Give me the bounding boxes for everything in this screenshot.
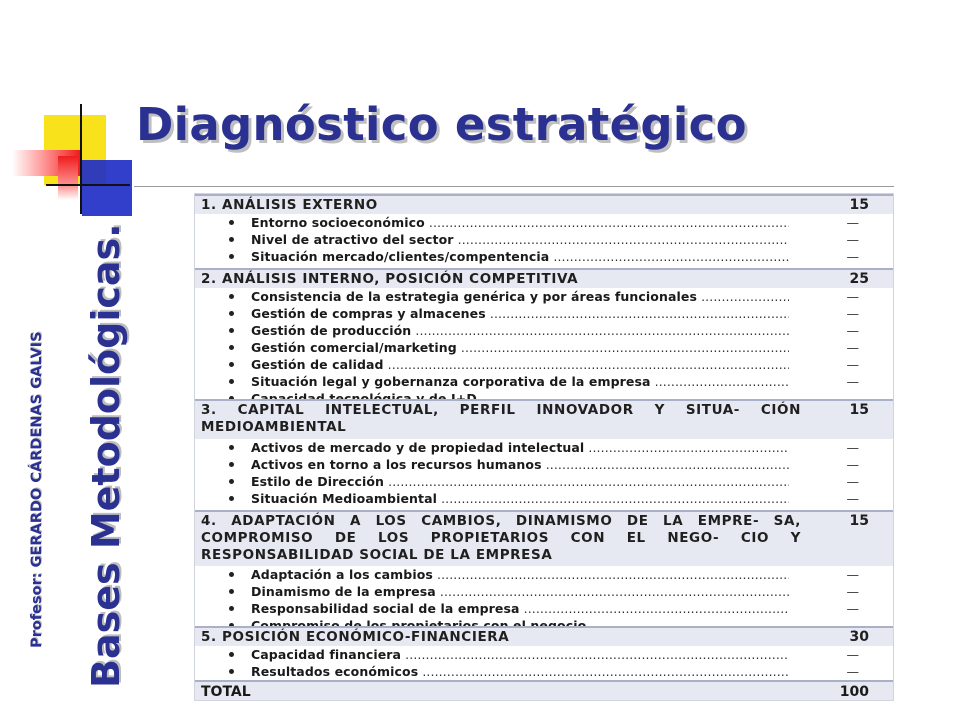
side-title: Bases Metodológicas. [84, 223, 128, 688]
title-underline-rule [134, 186, 894, 187]
item-value: — [846, 440, 859, 455]
total-row [195, 680, 893, 700]
item-label: Activos de mercado y de propiedad intelectual ..... [251, 439, 789, 456]
bullet-icon [229, 462, 234, 467]
section-header-3 [195, 399, 893, 439]
bullet-icon [229, 345, 234, 350]
section-heading: 3. CAPITAL INTELECTUAL, PERFIL INNOVADOR Y SITUA- CIÓN MEDIOAMBIENTAL [201, 402, 801, 435]
bullet-icon [229, 496, 234, 501]
item-label: Situación Medioambiental ..... [251, 490, 789, 507]
item-value: — [846, 249, 859, 264]
list-item [195, 456, 893, 473]
total-points: 100 [839, 684, 869, 700]
item-label: Capacidad financiera ..... [251, 646, 789, 663]
bullet-icon [229, 572, 234, 577]
section-points: 30 [849, 629, 869, 645]
total-label: TOTAL [201, 684, 251, 700]
decorative-blue-square [82, 160, 132, 216]
item-value: — [846, 289, 859, 304]
list-item [195, 646, 893, 663]
section-heading: 1. ANÁLISIS EXTERNO [201, 197, 378, 213]
item-value: — [846, 306, 859, 321]
list-item [195, 566, 893, 583]
bullet-icon [229, 606, 234, 611]
section-heading: 4. ADAPTACIÓN A LOS CAMBIOS, DINAMISMO DE LA EMPRE- SA, COMPROMISO DE LOS PROPIETARIOS CON EL NEGO- CIO Y RESPONSABILIDAD SOCIAL DE LA EMPRESA [201, 513, 801, 563]
professor-label [29, 331, 45, 648]
list-item [195, 473, 893, 490]
section-header-1 [195, 194, 893, 214]
item-label: Nivel de atractivo del sector ..... [251, 231, 789, 248]
bullet-icon [229, 652, 234, 657]
bullet-icon [229, 328, 234, 333]
item-label: Gestión de calidad ..... [251, 356, 789, 373]
list-item [195, 600, 893, 617]
item-value: — [846, 584, 859, 599]
item-value: — [846, 664, 859, 679]
slide-title: Diagnóstico estratégico [136, 98, 747, 151]
item-value: — [846, 374, 859, 389]
list-item [195, 373, 893, 390]
item-value: — [846, 215, 859, 230]
list-item [195, 583, 893, 600]
section-header-2 [195, 268, 893, 288]
professor-prefix: Profesor: [29, 572, 45, 648]
list-item [195, 439, 893, 456]
bullet-icon [229, 669, 234, 674]
item-value: — [846, 340, 859, 355]
list-item [195, 248, 893, 265]
bullet-icon [229, 362, 234, 367]
item-value: — [846, 601, 859, 616]
item-label: Dinamismo de la empresa ..... [251, 583, 789, 600]
list-item [195, 663, 893, 680]
item-value: — [846, 567, 859, 582]
item-label: Gestión de compras y almacenes ..... [251, 305, 789, 322]
item-label: Entorno socioeconómico ..... [251, 214, 789, 231]
list-item [195, 490, 893, 507]
bullet-icon [229, 254, 234, 259]
bullet-icon [229, 311, 234, 316]
item-value: — [846, 457, 859, 472]
item-value: — [846, 357, 859, 372]
list-item [195, 339, 893, 356]
section-points: 25 [849, 271, 869, 287]
section-heading: 5. POSICIÓN ECONÓMICO-FINANCIERA [201, 629, 510, 645]
bullet-icon [229, 237, 234, 242]
section-points: 15 [849, 513, 869, 529]
section-points: 15 [849, 197, 869, 213]
bullet-icon [229, 220, 234, 225]
item-value: — [846, 491, 859, 506]
decorative-vertical-line [80, 104, 82, 214]
list-item [195, 214, 893, 231]
list-item [195, 356, 893, 373]
diagnosis-table [194, 193, 894, 701]
decorative-red-bar-vertical [58, 156, 78, 200]
bullet-icon [229, 479, 234, 484]
item-value: — [846, 323, 859, 338]
bullet-icon [229, 379, 234, 384]
list-item [195, 288, 893, 305]
item-value: — [846, 474, 859, 489]
section-header-5 [195, 626, 893, 646]
item-value: — [846, 647, 859, 662]
list-item [195, 305, 893, 322]
item-label: Situación legal y gobernanza corporativa de la empresa ..... [251, 373, 789, 390]
bullet-icon [229, 445, 234, 450]
item-value: — [846, 232, 859, 247]
item-label: Activos en torno a los recursos humanos ..... [251, 456, 789, 473]
item-label: Situación mercado/clientes/compentencia ..... [251, 248, 789, 265]
section-header-4 [195, 510, 893, 566]
bullet-icon [229, 589, 234, 594]
item-label: Gestión de producción ..... [251, 322, 789, 339]
item-label: Adaptación a los cambios ..... [251, 566, 789, 583]
item-label: Resultados económicos ..... [251, 663, 789, 680]
section-heading: 2. ANÁLISIS INTERNO, POSICIÓN COMPETITIVA [201, 271, 579, 287]
item-label: Consistencia de la estrategia genérica y por áreas funcionales ..... [251, 288, 789, 305]
item-label: Estilo de Dirección ..... [251, 473, 789, 490]
list-item [195, 231, 893, 248]
list-item [195, 322, 893, 339]
section-points: 15 [849, 402, 869, 418]
item-label: Responsabilidad social de la empresa ..... [251, 600, 789, 617]
bullet-icon [229, 294, 234, 299]
professor-name: GERARDO CÁRDENAS GALVIS [29, 331, 45, 568]
item-label: Gestión comercial/marketing ..... [251, 339, 789, 356]
decorative-horizontal-line [46, 184, 130, 186]
